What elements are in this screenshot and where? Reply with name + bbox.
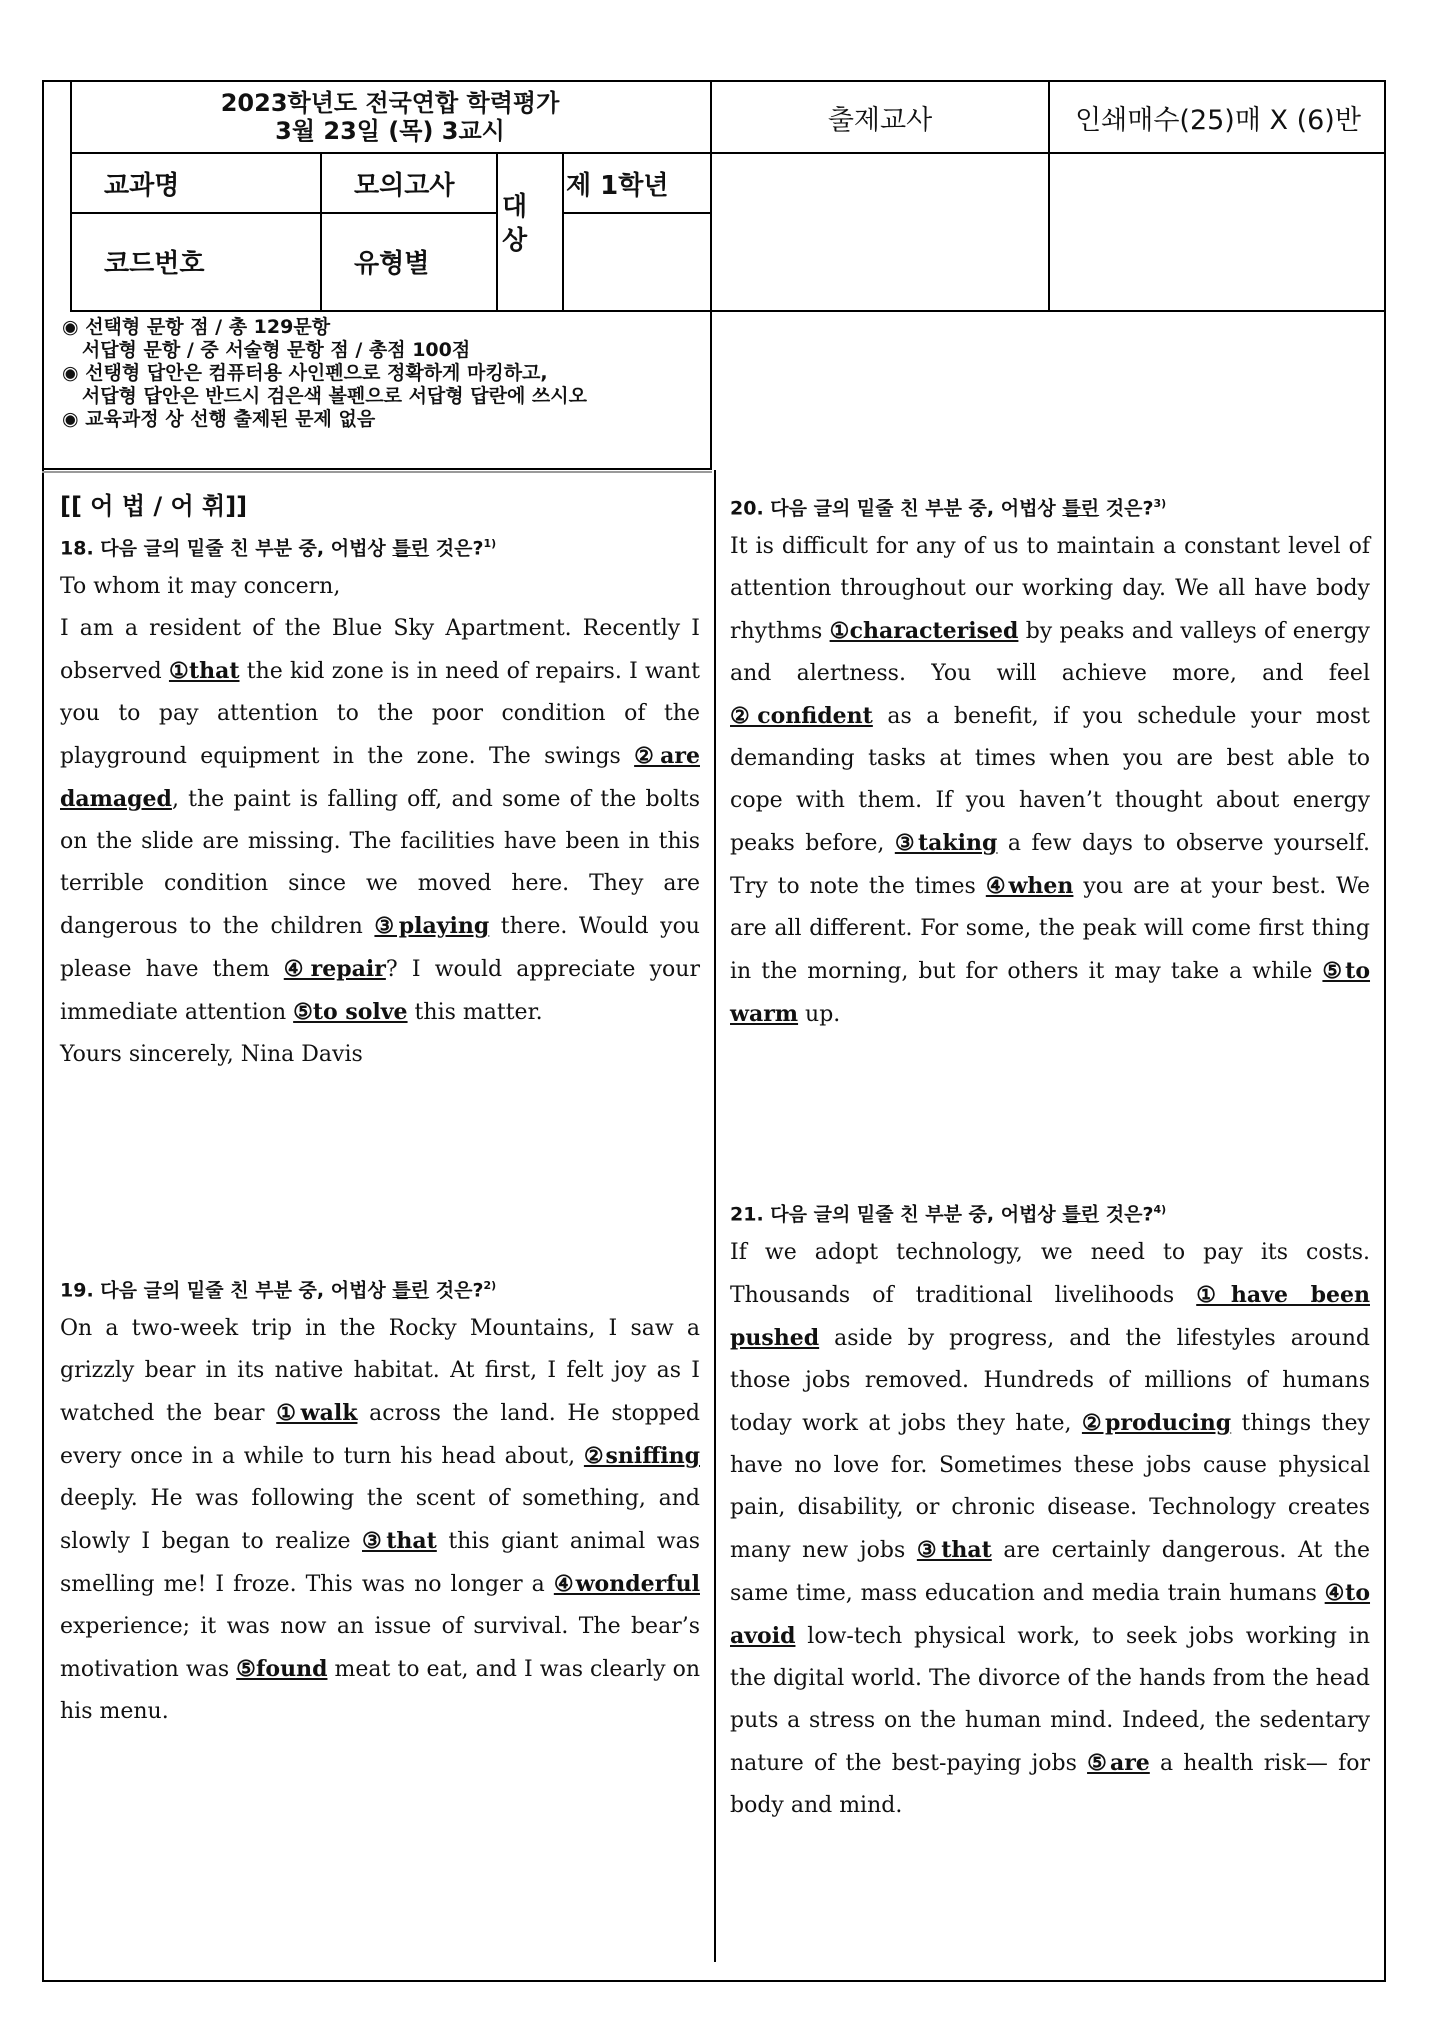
q18-text-2: the kid zone is in need of repairs. I want you to pay attention to the poor condition of the playground equipment in the zone. The swings bbox=[60, 659, 700, 770]
subject-col-divider bbox=[320, 152, 322, 312]
q18-option-3: ③playing bbox=[374, 913, 490, 940]
subject-value: 모의고사 bbox=[354, 170, 455, 201]
q20-text-4: a few days to observe yourself. Try to note the times bbox=[730, 831, 1371, 900]
exam-notes bbox=[62, 316, 722, 431]
q20-text-3: as a benefit, if you schedule your most demanding tasks at times when you are best able to cope with them. If you haven’t thought about energy peaks before, bbox=[730, 704, 1370, 857]
target-label bbox=[498, 190, 562, 270]
left-column-q19 bbox=[60, 1268, 700, 1733]
q21-text-4: are certainly dangerous. At the same time, mass education and media train humans bbox=[730, 1538, 1371, 1607]
note-line-2: 서답형 문항 / 중 서술형 문항 점 / 총점 100점 bbox=[62, 339, 471, 361]
notes-bottom-shadow bbox=[42, 471, 712, 473]
q20-option-4: ④when bbox=[985, 873, 1074, 900]
right-column-q20 bbox=[730, 486, 1370, 1036]
q18-body bbox=[60, 608, 700, 1034]
grade-row-divider bbox=[562, 212, 710, 214]
q20-title bbox=[730, 486, 1370, 526]
q18-option-5: ⑤to solve bbox=[293, 999, 408, 1026]
q21-text-2: aside by progress, and the lifestyles around those jobs removed. Hundreds of millions of humans today work at jobs they hate, bbox=[730, 1326, 1370, 1437]
q19-title-underlined: 틀린 bbox=[392, 1279, 430, 1302]
q19-option-3: ③that bbox=[362, 1528, 437, 1555]
q18-title bbox=[60, 526, 700, 566]
q20-option-3: ③taking bbox=[894, 830, 998, 857]
right-column-q21 bbox=[730, 1192, 1370, 1827]
q21-title-underlined: 틀린 bbox=[1062, 1203, 1100, 1226]
q19-option-5: ⑤found bbox=[236, 1656, 328, 1683]
target-label-1: 대 bbox=[502, 192, 528, 222]
code-label: 코드번호 bbox=[104, 248, 205, 279]
q19-option-4: ④wonderful bbox=[553, 1571, 700, 1598]
q19-text-3: deeply. He was following the scent of something, and slowly I began to realize bbox=[60, 1486, 700, 1555]
q20-text-6: up. bbox=[798, 1002, 841, 1028]
left-row2-divider bbox=[70, 212, 498, 214]
q20-footnote: 3) bbox=[1153, 497, 1167, 510]
q20-body bbox=[730, 526, 1370, 1036]
q18-footnote: 1) bbox=[483, 537, 497, 550]
q21-body bbox=[730, 1232, 1370, 1827]
q19-title-pre: 19. 다음 글의 밑줄 친 부분 중, 어법상 bbox=[60, 1279, 393, 1302]
q21-title-post: 것은? bbox=[1099, 1203, 1154, 1226]
q18-title-pre: 18. 다음 글의 밑줄 친 부분 중, 어법상 bbox=[60, 537, 393, 560]
q21-option-5: ⑤are bbox=[1087, 1750, 1150, 1777]
note-line-1: ◉ 선택형 문항 점 / 총 129문항 bbox=[62, 316, 331, 338]
q18-text-6: this matter. bbox=[407, 1000, 543, 1026]
q21-footnote: 4) bbox=[1153, 1203, 1167, 1216]
q19-title-post: 것은? bbox=[429, 1279, 484, 1302]
q19-text-1: On a two-week trip in the Rocky Mountains, I saw a grizzly bear in its native habitat. At first, I felt joy as I watched the bear bbox=[60, 1316, 700, 1427]
print-count: 인쇄매수(25)매 X (6)반 bbox=[1075, 104, 1361, 136]
q19-title bbox=[60, 1268, 700, 1308]
q21-option-1: ①have been pushed bbox=[730, 1282, 1370, 1352]
grade-value: 제 1학년 bbox=[566, 170, 669, 201]
target-label-2: 상 bbox=[502, 226, 528, 256]
q21-text-1: If we adopt technology, we need to pay its costs. Thousands of traditional livelihoods bbox=[730, 1240, 1370, 1309]
q18-title-post: 것은? bbox=[429, 537, 484, 560]
q19-body bbox=[60, 1308, 700, 1733]
section-title: [[ 어 법 / 어 휘]] bbox=[60, 492, 248, 520]
q18-option-1: ①that bbox=[168, 658, 240, 685]
q20-option-2: ②confident bbox=[730, 703, 873, 730]
q20-option-5: ⑤to warm bbox=[730, 958, 1371, 1028]
q21-option-3: ③that bbox=[916, 1537, 992, 1564]
exam-title-line1: 2023학년도 전국연합 학력평가 bbox=[220, 89, 560, 117]
q18-text-1: I am a resident of the Blue Sky Apartment. Recently I observed bbox=[60, 616, 700, 685]
note-line-5: ◉ 교육과정 상 선행 출제된 문제 없음 bbox=[62, 408, 376, 430]
exam-title bbox=[72, 82, 708, 152]
note-line-3: ◉ 선탱형 답안은 컴퓨터용 사인펜으로 정확하게 마킹하고, bbox=[62, 362, 548, 384]
q20-title-post: 것은? bbox=[1099, 497, 1154, 520]
q19-option-1: ①walk bbox=[276, 1400, 358, 1427]
q18-title-underlined: 틀린 bbox=[392, 537, 430, 560]
q18-greeting: To whom it may concern, bbox=[60, 574, 341, 600]
column-divider bbox=[714, 470, 716, 1962]
q18-option-2: ②are damaged bbox=[60, 743, 700, 813]
left-column bbox=[60, 486, 700, 1076]
q21-title-pre: 21. 다음 글의 밑줄 친 부분 중, 어법상 bbox=[730, 1203, 1063, 1226]
q19-footnote: 2) bbox=[483, 1279, 497, 1292]
note-line-4: 서답형 답안은 반드시 검은색 볼펜으로 서답형 답란에 쓰시오 bbox=[62, 385, 587, 407]
q18-option-4: ④repair bbox=[283, 956, 386, 983]
notes-bottom bbox=[42, 468, 712, 470]
q18-text-5: ? I would appreciate your immediate attention bbox=[60, 957, 700, 1026]
q19-text-6: meat to eat, and I was clearly on his menu. bbox=[60, 1657, 700, 1725]
exam-title-line2: 3월 23일 (목) 3교시 bbox=[275, 117, 505, 145]
q19-text-4: this giant animal was smelling me! I froze. This was no longer a bbox=[60, 1529, 700, 1598]
q20-option-1: ①characterised bbox=[829, 618, 1019, 645]
q21-option-2: ②producing bbox=[1081, 1410, 1232, 1437]
target-col-right bbox=[562, 152, 564, 312]
q21-option-4: ④to avoid bbox=[730, 1580, 1371, 1650]
q20-title-pre: 20. 다음 글의 밑줄 친 부분 중, 어법상 bbox=[730, 497, 1063, 520]
q21-text-3: things they have no love for. Sometimes these jobs cause physical pain, disability, or chronic disease. Technology creates many new jobs bbox=[730, 1411, 1370, 1564]
q18-text-3: , the paint is falling off, and some of the bolts on the slide are missing. The facilities have been in this terrible condition since we moved here. They are dangerous to the children bbox=[60, 787, 700, 940]
q21-title bbox=[730, 1192, 1370, 1232]
subject-label: 교과명 bbox=[104, 170, 180, 201]
type-label: 유형별 bbox=[354, 248, 430, 279]
q20-text-1: It is difficult for any of us to maintain a constant level of attention throughout our working day. We all have body rhythms bbox=[730, 534, 1370, 645]
examiner-label: 출제교사 bbox=[827, 104, 933, 136]
q20-text-2: by peaks and valleys of energy and alertness. You will achieve more, and feel bbox=[730, 619, 1370, 687]
q18-closing: Yours sincerely, Nina Davis bbox=[60, 1042, 363, 1068]
q21-text-5: low-tech physical work, to seek jobs working in the digital world. The divorce of the hands from the head puts a stress on the human mind. Indeed, the sedentary nature of the best-paying jobs bbox=[730, 1624, 1370, 1777]
q19-text-5: experience; it was now an issue of survival. The bear’s motivation was bbox=[60, 1614, 700, 1683]
q18-text-4: there. Would you please have them bbox=[60, 914, 700, 983]
q19-option-2: ②sniffing bbox=[583, 1443, 700, 1470]
q19-text-2: across the land. He stopped every once in a while to turn his head about, bbox=[60, 1401, 700, 1470]
q21-text-6: a health risk— for body and mind. bbox=[730, 1751, 1370, 1819]
q20-title-underlined: 틀린 bbox=[1062, 497, 1100, 520]
q20-text-5: you are at your best. We are all different. For some, the peak will come first thing in the morning, but for others it may take a while bbox=[730, 874, 1370, 985]
header-bottom bbox=[70, 310, 1386, 312]
